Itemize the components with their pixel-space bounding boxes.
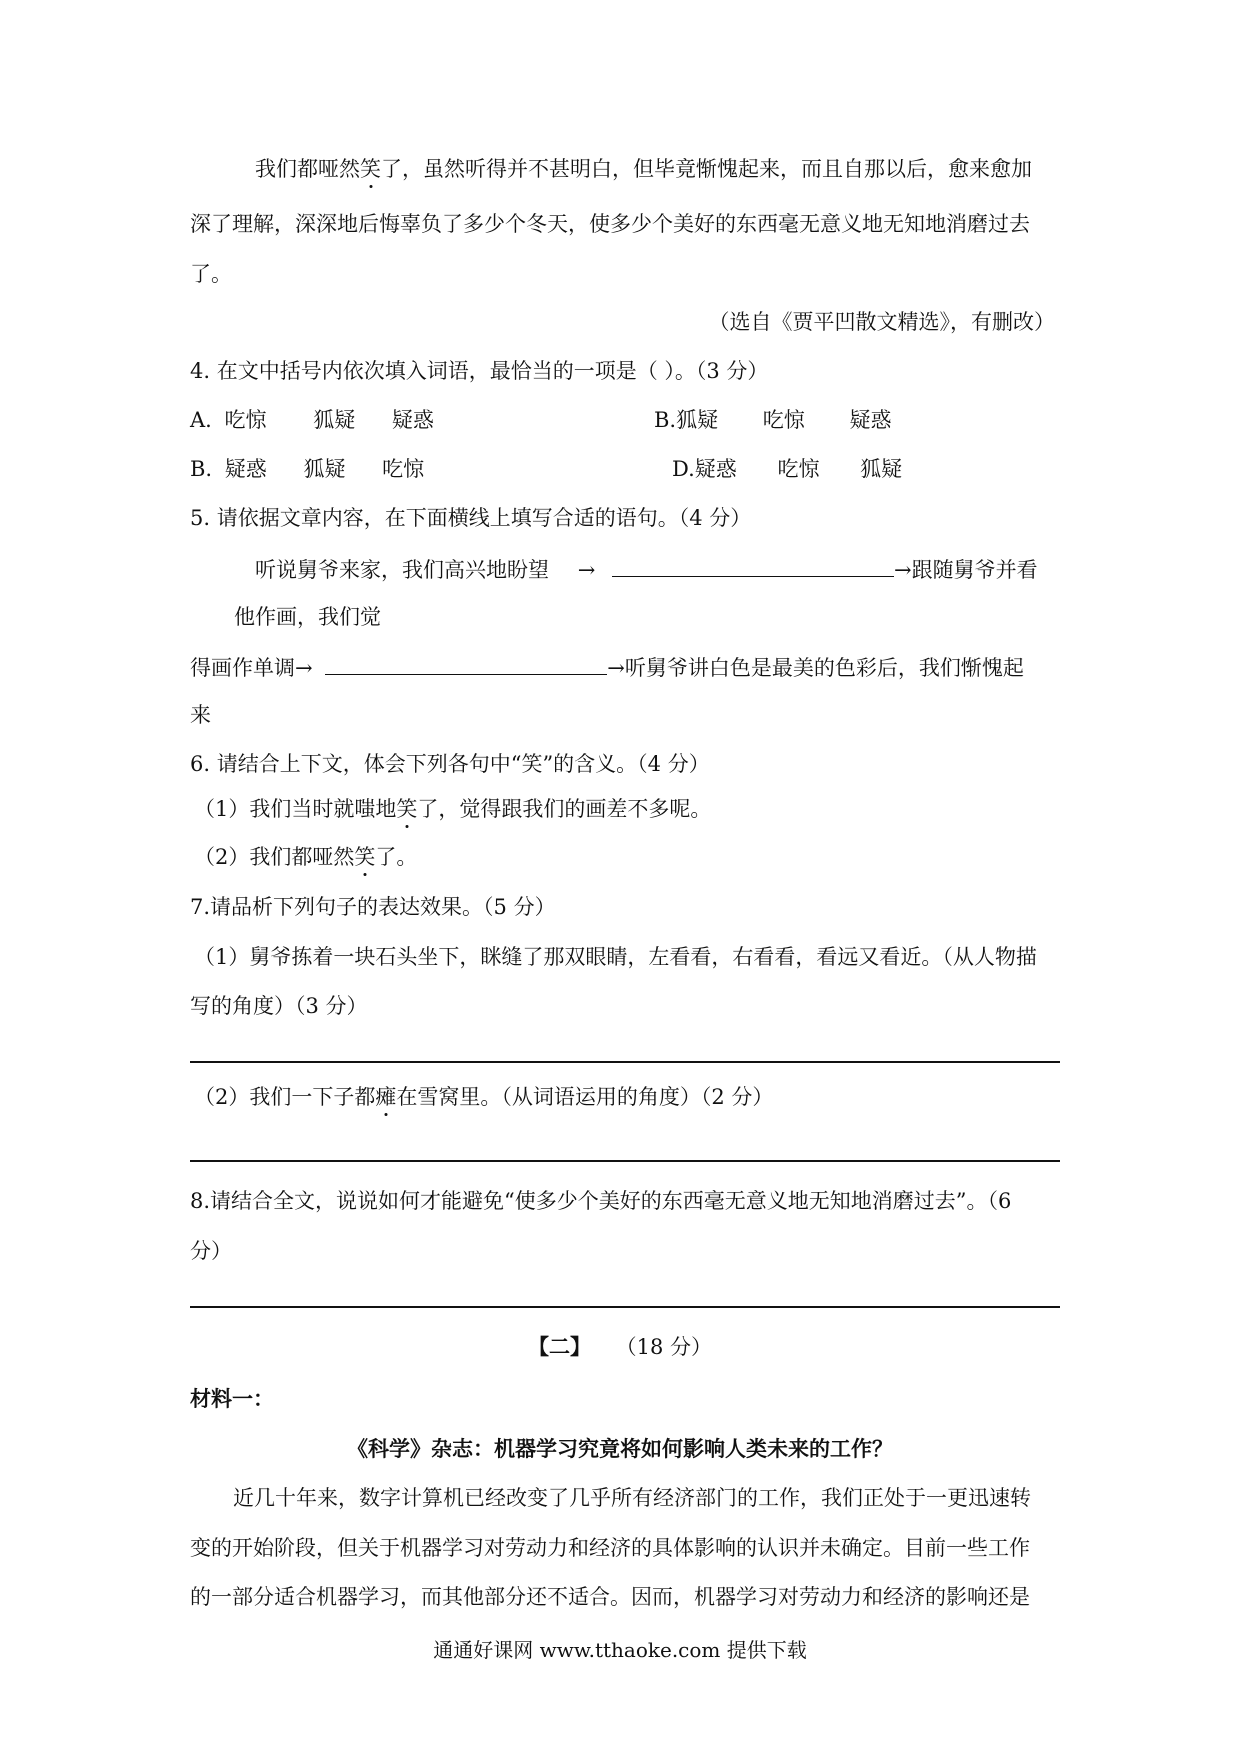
answer-blank-1[interactable]	[612, 554, 894, 577]
question-4-stem: 4. 在文中括号内依次填入词语，最恰当的一项是（ ）。（3 分）	[190, 359, 769, 383]
q5-text: →听舅爷讲白色是最美的色彩后，我们惭愧起	[607, 656, 1024, 680]
answer-line-q8[interactable]	[190, 1306, 1060, 1308]
emphasis-char: 笑	[354, 845, 376, 869]
answer-blank-2[interactable]	[325, 652, 607, 675]
option-word: 狐疑	[303, 457, 346, 481]
option-label: B.	[654, 408, 677, 432]
q5-line-1	[255, 554, 1038, 584]
question-8-line-1: 8.请结合全文，说说如何才能避免“使多少个美好的东西毫无意义地无知地消磨过去”。（6	[190, 1189, 1012, 1213]
q6-sentence-1	[194, 795, 711, 823]
q6-text: （1）我们当时就嗤地	[194, 797, 397, 821]
answer-line-q7-1[interactable]	[190, 1061, 1060, 1063]
q7-text: 在雪窝里。（从词语运用的角度）（2 分）	[396, 1085, 774, 1109]
passage-text: 了，虽然听得并不甚明白，但毕竟惭愧起来，而且自那以后，愈来愈加	[381, 157, 1032, 181]
q6-text: 了，觉得跟我们的画差不多呢。	[417, 797, 712, 821]
q7-sentence-1a: （1）舅爷拣着一块石头坐下，眯缝了那双眼睛，左看看，右看看，看远又看近。（从人物描	[194, 945, 1037, 969]
q5-text: 听说舅爷来家，我们高兴地盼望	[255, 558, 549, 582]
arrow-icon: →	[577, 558, 596, 582]
q4-option-b[interactable]	[654, 406, 891, 434]
q5-text: 得画作单调→	[190, 656, 313, 680]
passage-line-1	[255, 155, 1032, 183]
q5-line-2: 他作画，我们觉	[234, 605, 381, 629]
q5-line-4: 来	[190, 703, 211, 727]
section-score: （18 分）	[615, 1335, 713, 1359]
material-paragraph-2: 变的开始阶段，但关于机器学习对劳动力和经济的具体影响的认识并未确定。目前一些工作	[190, 1536, 1030, 1560]
option-word: 吃惊	[777, 457, 820, 481]
option-word: 疑惑	[224, 457, 267, 481]
option-word: 狐疑	[313, 408, 356, 432]
question-6-stem: 6. 请结合上下文，体会下列各句中“笑”的含义。（4 分）	[190, 752, 710, 776]
q6-sentence-2	[194, 843, 417, 871]
material-label: 材料一：	[190, 1386, 274, 1411]
page-footer: 通通好课网 www.tthaoke.com 提供下载	[433, 1638, 807, 1662]
q7-sentence-1b: 写的角度）（3 分）	[190, 994, 368, 1018]
q6-text: （2）我们都哑然	[194, 845, 355, 869]
passage-line-3: 了。	[190, 262, 232, 286]
question-8-line-2: 分）	[190, 1239, 232, 1263]
q6-text: 了。	[375, 845, 418, 869]
emphasis-char: 笑	[396, 797, 418, 821]
q4-option-a[interactable]	[190, 406, 434, 434]
material-paragraph-3: 的一部分适合机器学习，而其他部分还不适合。因而，机器学习对劳动力和经济的影响还是	[190, 1585, 1030, 1609]
answer-line-q7-2[interactable]	[190, 1160, 1060, 1162]
option-word: 吃惊	[762, 408, 805, 432]
emphasis-char: 笑	[360, 157, 381, 181]
material-paragraph-1: 近几十年来，数字计算机已经改变了几乎所有经济部门的工作，我们正处于一更迅速转	[233, 1486, 1031, 1510]
option-word: 疑惑	[391, 408, 434, 432]
emphasis-char: 瘫	[375, 1085, 397, 1109]
question-5-stem: 5. 请依据文章内容，在下面横线上填写合适的语句。（4 分）	[190, 506, 752, 530]
option-word: 狐疑	[676, 408, 719, 432]
option-label: D.	[672, 457, 695, 481]
option-word: 疑惑	[694, 457, 737, 481]
passage-source: （选自《贾平凹散文精选》，有删改）	[708, 310, 1055, 334]
passage-text: 我们都哑然	[255, 157, 360, 181]
section-number: 【二】	[527, 1334, 591, 1359]
section-2-heading	[0, 1333, 1240, 1361]
q4-option-c[interactable]	[190, 455, 424, 483]
option-word: 吃惊	[382, 457, 425, 481]
q4-option-d[interactable]	[672, 455, 902, 483]
option-word: 狐疑	[860, 457, 903, 481]
q7-text: （2）我们一下子都	[194, 1085, 376, 1109]
option-word: 疑惑	[849, 408, 892, 432]
option-label: B.	[190, 457, 213, 481]
q5-text: →跟随舅爷并看	[893, 558, 1038, 582]
q7-sentence-2	[194, 1083, 773, 1111]
question-7-stem: 7.请品析下列句子的表达效果。（5 分）	[190, 895, 556, 919]
q5-line-3	[190, 652, 1024, 682]
material-title: 《科学》杂志：机器学习究竟将如何影响人类未来的工作？	[347, 1436, 893, 1461]
option-label: A.	[190, 408, 212, 432]
option-word: 吃惊	[224, 408, 267, 432]
passage-line-2: 深了理解，深深地后悔辜负了多少个冬天，使多少个美好的东西毫无意义地无知地消磨过去	[190, 212, 1030, 236]
